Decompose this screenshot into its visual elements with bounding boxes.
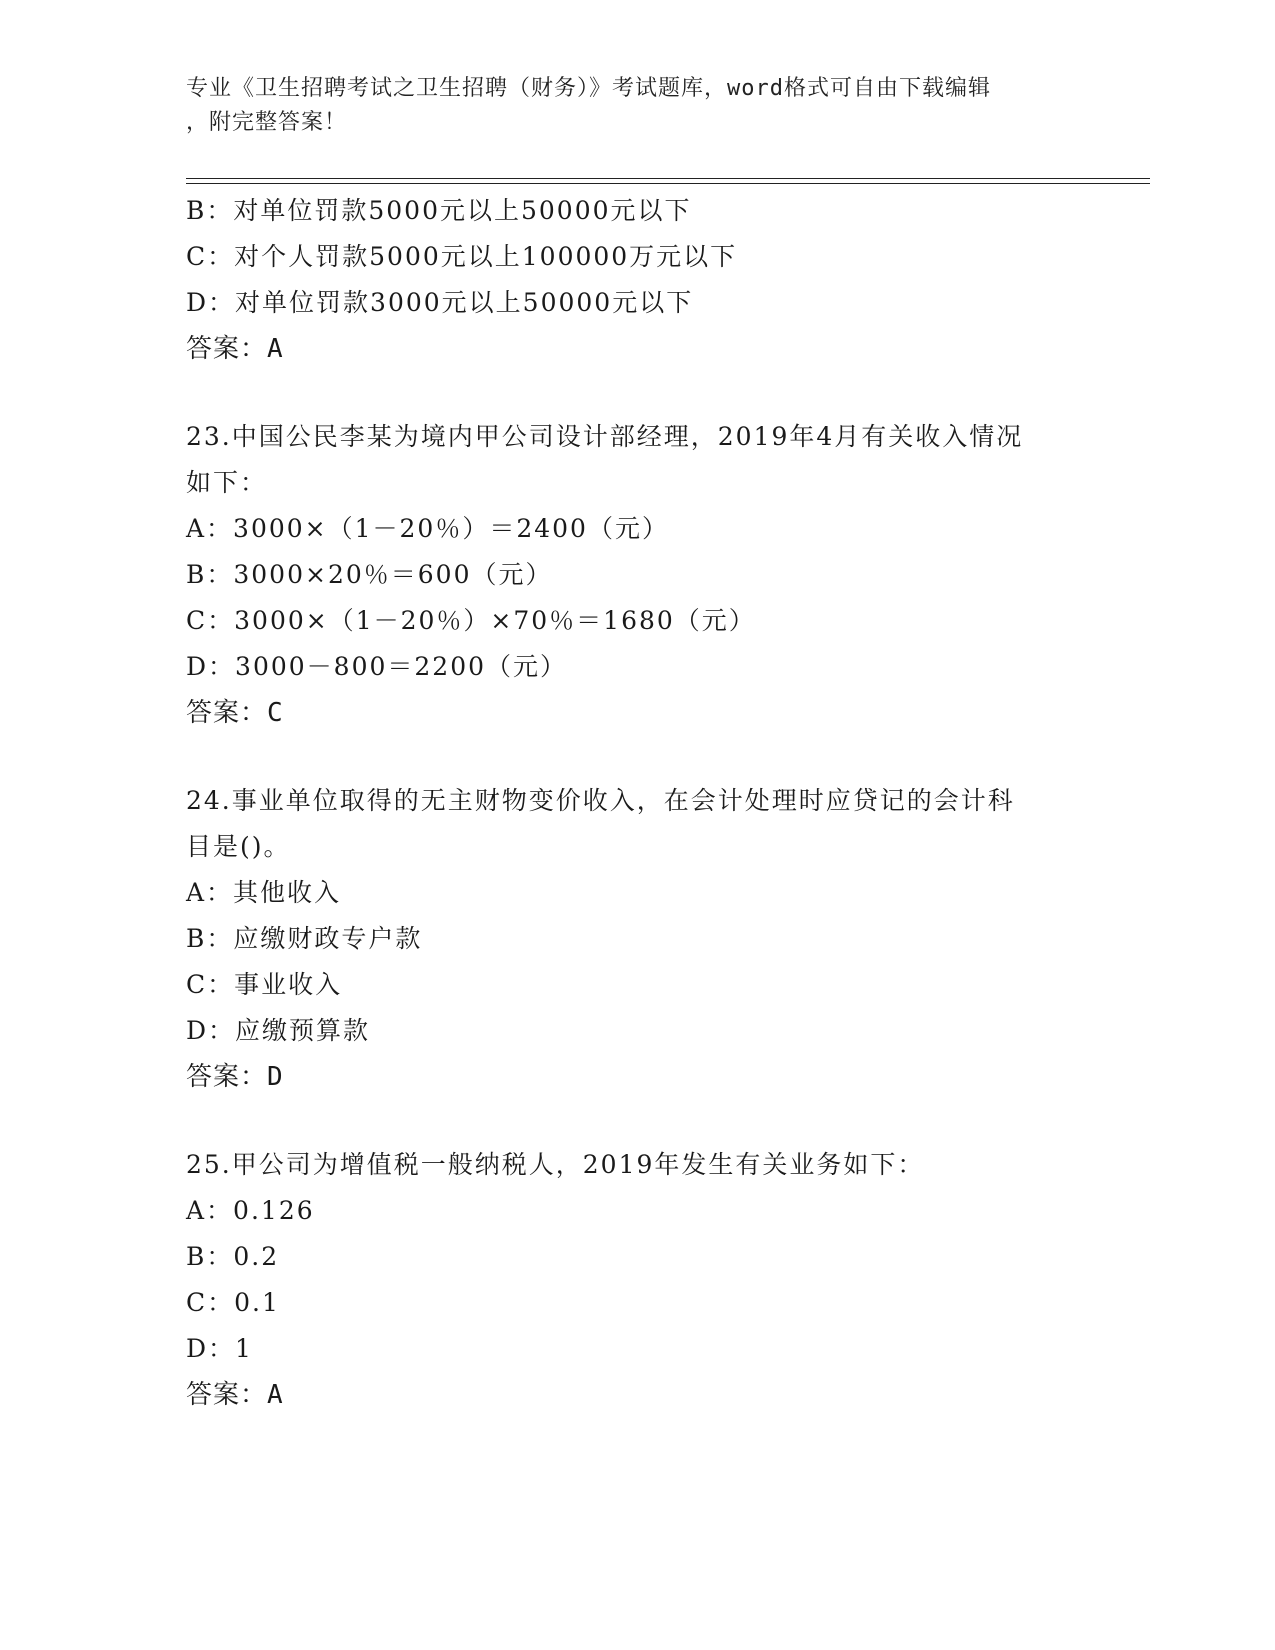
header-line-1: 专业《卫生招聘考试之卫生招聘（财务）》考试题库，word格式可自由下载编辑 [186,76,991,101]
option-a: A：0.126 [186,1196,315,1225]
option-b: B：应缴财政专户款 [186,924,423,953]
option-b: B：对单位罚款5000元以上50000元以下 [186,196,692,225]
answer: 答案：A [186,334,284,364]
question-25 [186,1142,1126,1418]
document-header [186,72,1066,140]
option-a: A：3000×（1－20％）＝2400（元） [186,514,669,543]
answer: 答案：C [186,698,284,728]
option-a: A：其他收入 [186,878,342,907]
option-d: D：3000－800＝2200（元） [186,652,568,681]
option-d: D：应缴预算款 [186,1016,371,1045]
question-stem: 24.事业单位取得的无主财物变价收入，在会计处理时应贷记的会计科 [186,786,1015,815]
question-22-continued [186,188,1126,372]
option-d: D：1 [186,1334,253,1363]
header-line-2: ，附完整答案！ [186,110,348,135]
question-content [186,188,1126,1418]
spacer [186,372,1126,414]
header-rule-bottom [186,183,1150,184]
question-stem: 23.中国公民李某为境内甲公司设计部经理，2019年4月有关收入情况 [186,422,1024,451]
answer: 答案：D [186,1062,284,1092]
question-stem-continued: 如下： [186,468,268,497]
question-stem-continued: 目是()。 [186,832,291,861]
answer: 答案：A [186,1380,284,1410]
spacer [186,1100,1126,1142]
option-d: D：对单位罚款3000元以上50000元以下 [186,288,694,317]
option-c: C：0.1 [186,1288,280,1317]
option-c: C：事业收入 [186,970,343,999]
option-c: C：3000×（1－20％）×70％＝1680（元） [186,606,756,635]
question-stem: 25.甲公司为增值税一般纳税人，2019年发生有关业务如下： [186,1150,925,1179]
option-c: C：对个人罚款5000元以上100000万元以下 [186,242,738,271]
header-rule-top [186,178,1150,179]
question-24 [186,778,1126,1100]
option-b: B：3000×20％＝600（元） [186,560,553,589]
question-23 [186,414,1126,736]
spacer [186,736,1126,778]
option-b: B：0.2 [186,1242,280,1271]
